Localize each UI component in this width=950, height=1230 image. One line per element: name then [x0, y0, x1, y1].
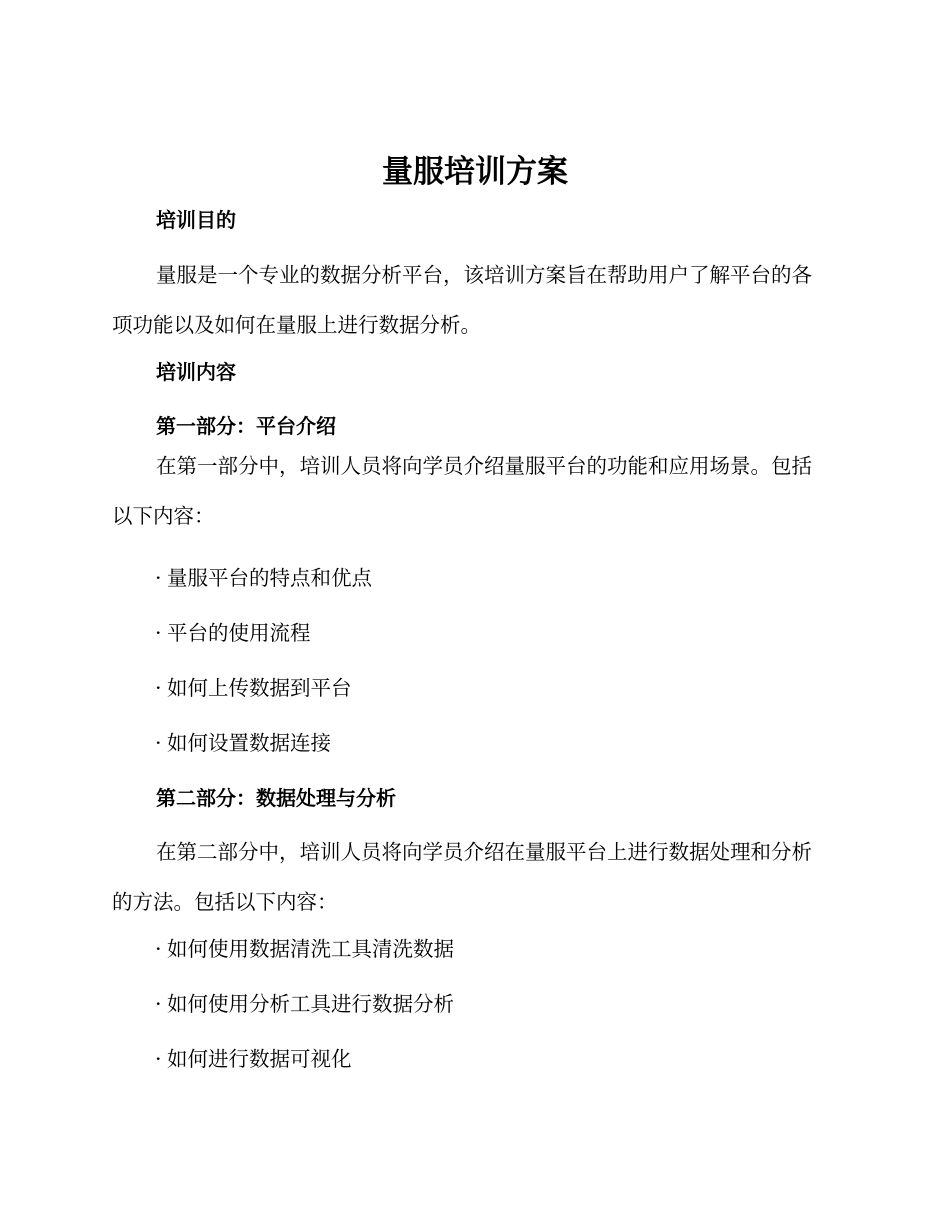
section-heading-content: 培训内容: [156, 360, 236, 384]
part1-intro-paragraph: 在第一部分中，培训人员将向学员介绍量服平台的功能和应用场景。包括以下内容：: [112, 454, 812, 528]
bullet-text: 如何使用数据清洗工具清洗数据: [167, 937, 454, 961]
part1-bullet-item: [155, 673, 352, 703]
document-title: 量服培训方案: [382, 154, 568, 190]
bullet-marker: ·: [155, 992, 162, 1016]
purpose-paragraph: 量服是一个专业的数据分析平台，该培训方案旨在帮助用户了解平台的各项功能以及如何在量服上进行数据分析。: [112, 263, 812, 337]
part2-bullet-item: [155, 1044, 352, 1074]
bullet-text: 如何使用分析工具进行数据分析: [167, 992, 454, 1016]
bullet-marker: ·: [155, 676, 162, 700]
part1-bullet-item: [155, 563, 372, 593]
bullet-text: 量服平台的特点和优点: [167, 566, 372, 590]
bullet-marker: ·: [155, 937, 162, 961]
part1-heading: 第一部分：平台介绍: [156, 414, 336, 438]
bullet-marker: ·: [155, 731, 162, 755]
bullet-marker: ·: [155, 621, 162, 645]
part2-heading: 第二部分：数据处理与分析: [156, 786, 396, 810]
bullet-text: 如何进行数据可视化: [167, 1047, 352, 1071]
bullet-text: 如何设置数据连接: [167, 731, 331, 755]
bullet-text: 平台的使用流程: [167, 621, 311, 645]
part2-bullet-item: [155, 934, 454, 964]
part2-bullet-item: [155, 989, 454, 1019]
bullet-marker: ·: [155, 1047, 162, 1071]
part2-intro-paragraph: 在第二部分中，培训人员将向学员介绍在量服平台上进行数据处理和分析的方法。包括以下内容：: [112, 840, 812, 914]
bullet-marker: ·: [155, 566, 162, 590]
bullet-text: 如何上传数据到平台: [167, 676, 352, 700]
part1-bullet-item: [155, 728, 331, 758]
section-heading-purpose: 培训目的: [156, 208, 236, 232]
part1-bullet-item: [155, 618, 311, 648]
